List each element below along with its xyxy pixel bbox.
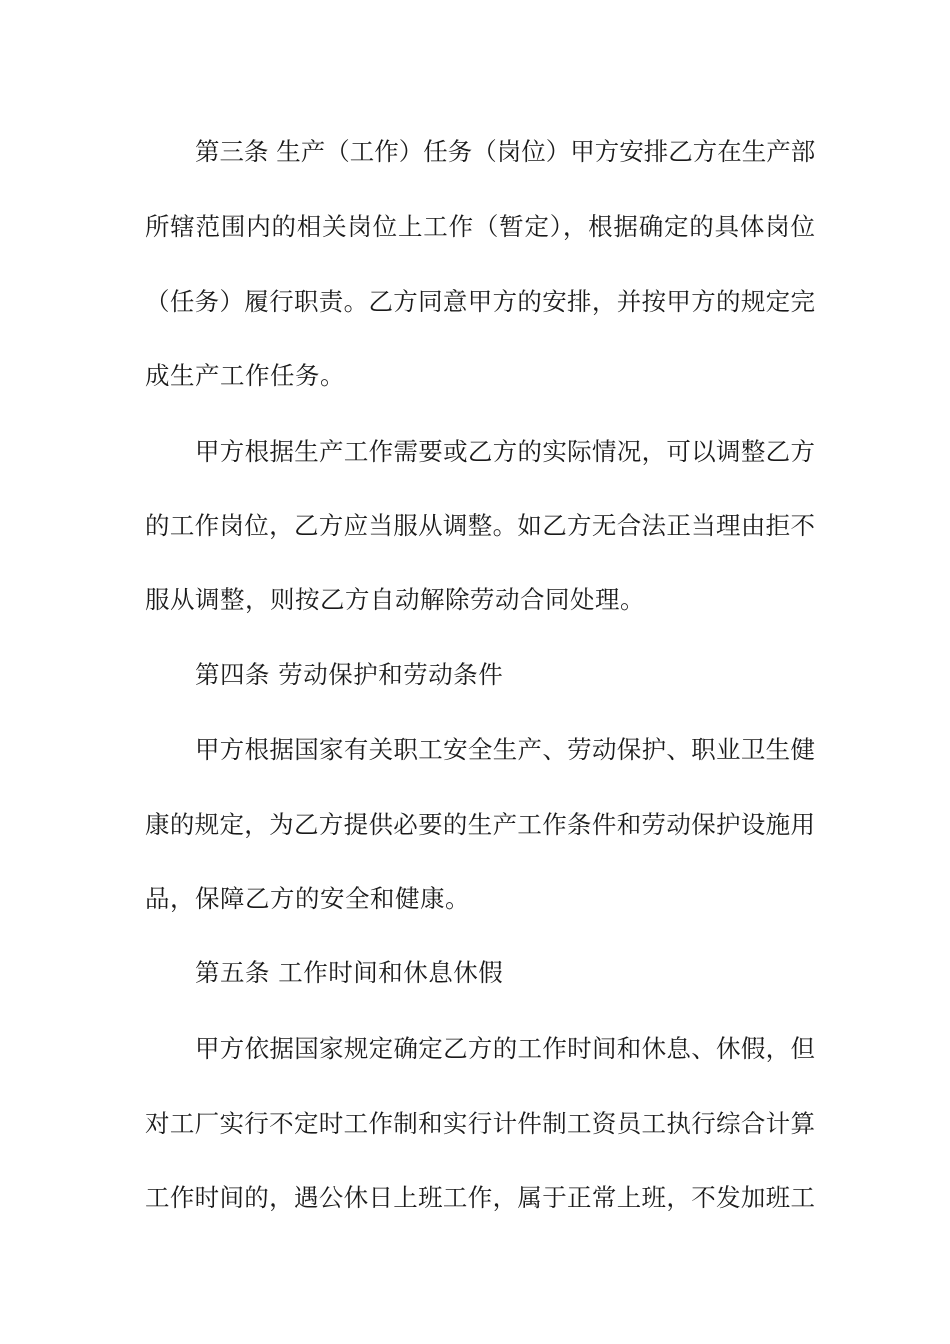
paragraph-line: 服从调整，则按乙方自动解除劳动合同处理。 xyxy=(145,585,645,614)
article-3-heading-line: 第三条 生产（工作）任务（岗位）甲方安排乙方在生产部 xyxy=(195,137,816,166)
paragraph-line: 甲方依据国家规定确定乙方的工作时间和休息、休假，但 xyxy=(195,1034,815,1063)
paragraph-line: 对工厂实行不定时工作制和实行计件制工资员工执行综合计算 xyxy=(145,1109,815,1138)
paragraph-line: 成生产工作任务。 xyxy=(145,361,345,390)
paragraph-line: 甲方根据生产工作需要或乙方的实际情况，可以调整乙方 xyxy=(195,437,815,466)
article-4-heading: 第四条 劳动保护和劳动条件 xyxy=(195,660,504,689)
paragraph-line: 工作时间的，遇公休日上班工作，属于正常上班，不发加班工 xyxy=(145,1183,815,1212)
paragraph-line: 的工作岗位，乙方应当服从调整。如乙方无合法正当理由拒不 xyxy=(145,511,815,540)
paragraph-line: 所辖范围内的相关岗位上工作（暂定），根据确定的具体岗位 xyxy=(145,212,815,241)
paragraph-line: 康的规定，为乙方提供必要的生产工作条件和劳动保护设施用 xyxy=(145,810,815,839)
article-5-heading: 第五条 工作时间和休息休假 xyxy=(195,958,504,987)
paragraph-line: （任务）履行职责。乙方同意甲方的安排，并按甲方的规定完 xyxy=(145,287,815,316)
paragraph-line: 品，保障乙方的安全和健康。 xyxy=(145,884,470,913)
paragraph-line: 甲方根据国家有关职工安全生产、劳动保护、职业卫生健 xyxy=(195,735,815,764)
